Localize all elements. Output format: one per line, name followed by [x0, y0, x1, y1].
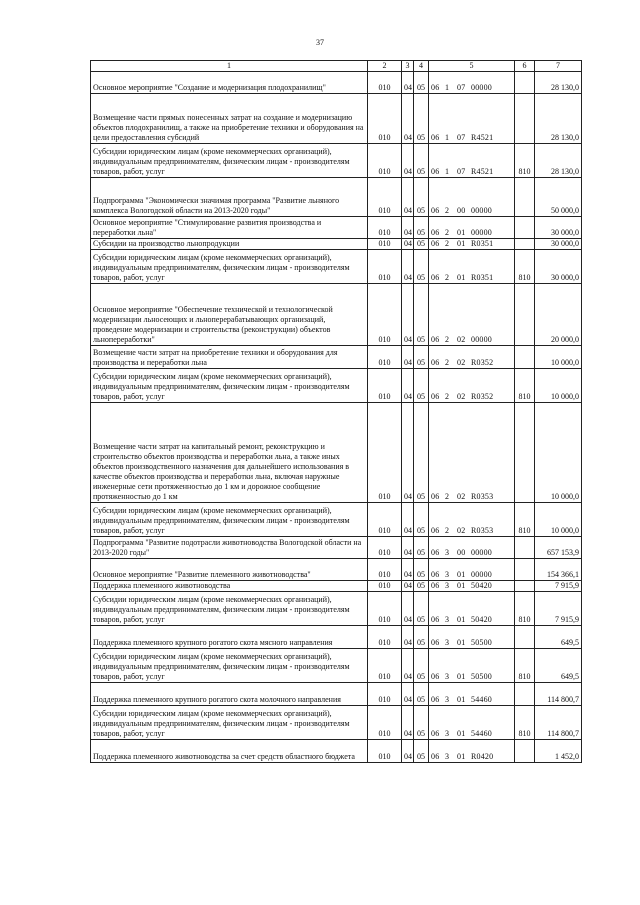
row-name: Поддержка племенного животноводства — [91, 581, 368, 592]
row-ministry-code: 010 — [368, 72, 402, 94]
target-article-part: 2 — [445, 492, 450, 501]
row-expense-type — [515, 72, 535, 94]
row-name: Возмещение части прямых понесенных затрат на создание и модернизацию объектов плодохранилищ, а также на приобретение техники и оборудования на цели предоставления субсидий — [91, 94, 368, 144]
row-expense-type: 810 — [515, 250, 535, 284]
target-article-part: 3 — [445, 672, 450, 681]
target-article-part: 01 — [457, 239, 466, 248]
target-article-part: 2 — [445, 228, 450, 237]
row-subsection-code: 05 — [414, 72, 429, 94]
row-section-code: 04 — [402, 144, 414, 178]
row-ministry-code: 010 — [368, 740, 402, 763]
target-article-part: R0352 — [471, 358, 494, 367]
target-article-part: 01 — [457, 273, 466, 282]
row-subsection-code: 05 — [414, 144, 429, 178]
row-expense-type: 810 — [515, 706, 535, 740]
row-amount: 7 915,9 — [535, 592, 582, 626]
row-amount: 20 000,0 — [535, 284, 582, 346]
table-row — [91, 706, 582, 740]
target-article-part: 01 — [457, 695, 466, 704]
row-expense-type: 810 — [515, 503, 535, 537]
row-ministry-code: 010 — [368, 706, 402, 740]
page-number: 37 — [316, 38, 324, 47]
target-article-part: 06 — [431, 672, 440, 681]
target-article-part: 06 — [431, 526, 440, 535]
target-article-part: 54460 — [471, 695, 492, 704]
row-target-article — [429, 369, 515, 403]
target-article-part: R0351 — [471, 273, 494, 282]
row-expense-type — [515, 284, 535, 346]
row-amount: 154 366,1 — [535, 559, 582, 581]
target-article-part: 06 — [431, 228, 440, 237]
target-article-part: 00 — [457, 548, 466, 557]
row-amount: 657 153,9 — [535, 537, 582, 559]
row-amount: 30 000,0 — [535, 239, 582, 250]
row-name: Основное мероприятие "Создание и модернизация плодохранилищ" — [91, 72, 368, 94]
target-article-part: 01 — [457, 672, 466, 681]
row-section-code: 04 — [402, 239, 414, 250]
table-row — [91, 626, 582, 649]
row-name: Подпрограмма "Экономически значимая программа "Развитие льняного комплекса Вологодской области на 2013-2020 годы" — [91, 178, 368, 217]
row-target-article — [429, 592, 515, 626]
target-article-part: 50500 — [471, 672, 492, 681]
row-section-code: 04 — [402, 581, 414, 592]
row-expense-type — [515, 537, 535, 559]
row-ministry-code: 010 — [368, 592, 402, 626]
row-amount: 10 000,0 — [535, 503, 582, 537]
row-expense-type: 810 — [515, 369, 535, 403]
row-section-code: 04 — [402, 346, 414, 369]
target-article-part: 06 — [431, 615, 440, 624]
target-article-part: 06 — [431, 83, 440, 92]
row-name: Субсидии юридическим лицам (кроме некоммерческих организаций), индивидуальным предпринимателям, физическим лицам - производителям товаров, работ, услуг — [91, 503, 368, 537]
row-name: Возмещение части затрат на капитальный ремонт, реконструкцию и строительство объектов производства и переработки льна, а также иных объектов производственного назначения для дальнейшего использования в качестве объектов производства и переработки льна, включая наружные инженерные сети протяженностью до 1 км и дорожное сообщение протяженностью до 1 км — [91, 403, 368, 503]
row-amount: 10 000,0 — [535, 403, 582, 503]
target-article-part: 2 — [445, 206, 450, 215]
row-section-code: 04 — [402, 369, 414, 403]
row-expense-type: 810 — [515, 144, 535, 178]
row-section-code: 04 — [402, 403, 414, 503]
target-article-part: 01 — [457, 729, 466, 738]
target-article-part: 3 — [445, 570, 450, 579]
row-ministry-code: 010 — [368, 144, 402, 178]
row-section-code: 04 — [402, 706, 414, 740]
target-article-part: 06 — [431, 335, 440, 344]
row-ministry-code: 010 — [368, 683, 402, 706]
column-header: 3 — [402, 61, 414, 72]
column-header: 2 — [368, 61, 402, 72]
target-article-part: 02 — [457, 335, 466, 344]
target-article-part: 06 — [431, 752, 440, 761]
row-name: Поддержка племенного крупного рогатого скота мясного направления — [91, 626, 368, 649]
target-article-part: R0420 — [471, 752, 494, 761]
row-expense-type — [515, 581, 535, 592]
row-subsection-code: 05 — [414, 592, 429, 626]
table-row — [91, 250, 582, 284]
row-amount: 10 000,0 — [535, 369, 582, 403]
row-target-article — [429, 649, 515, 683]
row-target-article — [429, 740, 515, 763]
target-article-part: 2 — [445, 239, 450, 248]
row-target-article — [429, 346, 515, 369]
target-article-part: 02 — [457, 358, 466, 367]
target-article-part: 02 — [457, 492, 466, 501]
target-article-part: 07 — [457, 83, 466, 92]
row-section-code: 04 — [402, 250, 414, 284]
row-target-article — [429, 94, 515, 144]
row-amount: 649,5 — [535, 626, 582, 649]
target-article-part: 2 — [445, 358, 450, 367]
row-expense-type — [515, 217, 535, 239]
row-name: Субсидии на производство льнопродукции — [91, 239, 368, 250]
row-target-article — [429, 706, 515, 740]
row-subsection-code: 05 — [414, 706, 429, 740]
target-article-part: 06 — [431, 638, 440, 647]
row-amount: 28 130,0 — [535, 94, 582, 144]
target-article-part: R0351 — [471, 239, 494, 248]
table-row — [91, 683, 582, 706]
row-subsection-code: 05 — [414, 94, 429, 144]
target-article-part: R0353 — [471, 526, 494, 535]
row-expense-type — [515, 403, 535, 503]
target-article-part: 54460 — [471, 729, 492, 738]
row-subsection-code: 05 — [414, 239, 429, 250]
row-name: Основное мероприятие "Развитие племенного животноводства" — [91, 559, 368, 581]
row-target-article — [429, 250, 515, 284]
row-subsection-code: 05 — [414, 626, 429, 649]
row-target-article — [429, 144, 515, 178]
row-subsection-code: 05 — [414, 683, 429, 706]
target-article-part: 06 — [431, 695, 440, 704]
row-ministry-code: 010 — [368, 239, 402, 250]
table-row — [91, 346, 582, 369]
target-article-part: 00000 — [471, 570, 492, 579]
table-row — [91, 592, 582, 626]
row-amount: 28 130,0 — [535, 144, 582, 178]
row-section-code: 04 — [402, 649, 414, 683]
target-article-part: 1 — [445, 83, 450, 92]
target-article-part: 06 — [431, 392, 440, 401]
row-subsection-code: 05 — [414, 649, 429, 683]
row-amount: 50 000,0 — [535, 178, 582, 217]
row-name: Подпрограмма "Развитие подотрасли животноводства Вологодской области на 2013-2020 годы" — [91, 537, 368, 559]
row-ministry-code: 010 — [368, 178, 402, 217]
row-target-article — [429, 217, 515, 239]
row-expense-type — [515, 626, 535, 649]
row-ministry-code: 010 — [368, 369, 402, 403]
row-target-article — [429, 559, 515, 581]
row-subsection-code: 05 — [414, 559, 429, 581]
target-article-part: 06 — [431, 581, 440, 590]
row-ministry-code: 010 — [368, 537, 402, 559]
target-article-part: 01 — [457, 581, 466, 590]
target-article-part: 2 — [445, 392, 450, 401]
target-article-part: R4521 — [471, 167, 494, 176]
target-article-part: 02 — [457, 526, 466, 535]
target-article-part: 3 — [445, 638, 450, 647]
row-amount: 30 000,0 — [535, 217, 582, 239]
target-article-part: 00000 — [471, 548, 492, 557]
row-section-code: 04 — [402, 537, 414, 559]
target-article-part: 06 — [431, 358, 440, 367]
target-article-part: 06 — [431, 729, 440, 738]
table-row — [91, 369, 582, 403]
row-ministry-code: 010 — [368, 346, 402, 369]
target-article-part: 01 — [457, 570, 466, 579]
row-section-code: 04 — [402, 217, 414, 239]
table-row — [91, 284, 582, 346]
table-row — [91, 649, 582, 683]
row-name: Возмещение части затрат на приобретение техники и оборудования для производства и переработки льна — [91, 346, 368, 369]
row-amount: 30 000,0 — [535, 250, 582, 284]
target-article-part: R0353 — [471, 492, 494, 501]
table-row — [91, 403, 582, 503]
row-target-article — [429, 683, 515, 706]
row-subsection-code: 05 — [414, 284, 429, 346]
row-section-code: 04 — [402, 683, 414, 706]
target-article-part: 01 — [457, 752, 466, 761]
target-article-part: 06 — [431, 548, 440, 557]
row-section-code: 04 — [402, 72, 414, 94]
row-target-article — [429, 403, 515, 503]
table-row — [91, 559, 582, 581]
target-article-part: 2 — [445, 335, 450, 344]
target-article-part: R4521 — [471, 133, 494, 142]
target-article-part: R0352 — [471, 392, 494, 401]
row-amount: 7 915,9 — [535, 581, 582, 592]
row-expense-type: 810 — [515, 649, 535, 683]
row-subsection-code: 05 — [414, 581, 429, 592]
row-ministry-code: 010 — [368, 581, 402, 592]
row-amount: 114 800,7 — [535, 706, 582, 740]
row-section-code: 04 — [402, 284, 414, 346]
row-target-article — [429, 537, 515, 559]
row-name: Основное мероприятие "Стимулирование развития производства и переработки льна" — [91, 217, 368, 239]
table-row — [91, 740, 582, 763]
budget-table — [90, 60, 582, 763]
row-ministry-code: 010 — [368, 250, 402, 284]
row-name: Поддержка племенного животноводства за счет средств областного бюджета — [91, 740, 368, 763]
row-target-article — [429, 626, 515, 649]
row-section-code: 04 — [402, 94, 414, 144]
table-row — [91, 239, 582, 250]
row-subsection-code: 05 — [414, 740, 429, 763]
row-name: Основное мероприятие "Обеспечение технической и технологической модернизации льносеющих и льноперерабатывающих организаций, проведение модернизации и строительства (реконструкции) объектов льнопереработки" — [91, 284, 368, 346]
target-article-part: 2 — [445, 526, 450, 535]
target-article-part: 50420 — [471, 615, 492, 624]
row-target-article — [429, 284, 515, 346]
row-ministry-code: 010 — [368, 284, 402, 346]
row-name: Субсидии юридическим лицам (кроме некоммерческих организаций), индивидуальным предпринимателям, физическим лицам - производителям товаров, работ, услуг — [91, 369, 368, 403]
target-article-part: 06 — [431, 133, 440, 142]
target-article-part: 3 — [445, 581, 450, 590]
row-subsection-code: 05 — [414, 369, 429, 403]
target-article-part: 3 — [445, 752, 450, 761]
row-subsection-code: 05 — [414, 503, 429, 537]
row-ministry-code: 010 — [368, 403, 402, 503]
target-article-part: 3 — [445, 729, 450, 738]
row-target-article — [429, 503, 515, 537]
row-subsection-code: 05 — [414, 250, 429, 284]
target-article-part: 3 — [445, 695, 450, 704]
row-expense-type — [515, 559, 535, 581]
row-name: Субсидии юридическим лицам (кроме некоммерческих организаций), индивидуальным предпринимателям, физическим лицам - производителям товаров, работ, услуг — [91, 592, 368, 626]
row-amount: 28 130,0 — [535, 72, 582, 94]
target-article-part: 06 — [431, 167, 440, 176]
target-article-part: 06 — [431, 239, 440, 248]
row-target-article — [429, 72, 515, 94]
column-number-row — [91, 61, 582, 72]
column-header: 7 — [535, 61, 582, 72]
row-name: Поддержка племенного крупного рогатого скота молочного направления — [91, 683, 368, 706]
table-row — [91, 94, 582, 144]
target-article-part: 00 — [457, 206, 466, 215]
row-expense-type — [515, 239, 535, 250]
column-header: 4 — [414, 61, 429, 72]
row-amount: 10 000,0 — [535, 346, 582, 369]
target-article-part: 07 — [457, 167, 466, 176]
row-section-code: 04 — [402, 592, 414, 626]
column-header: 1 — [91, 61, 368, 72]
row-section-code: 04 — [402, 178, 414, 217]
row-name: Субсидии юридическим лицам (кроме некоммерческих организаций), индивидуальным предпринимателям, физическим лицам - производителям товаров, работ, услуг — [91, 649, 368, 683]
row-section-code: 04 — [402, 626, 414, 649]
table-row — [91, 581, 582, 592]
target-article-part: 00000 — [471, 228, 492, 237]
row-subsection-code: 05 — [414, 537, 429, 559]
target-article-part: 1 — [445, 133, 450, 142]
row-expense-type — [515, 178, 535, 217]
row-ministry-code: 010 — [368, 94, 402, 144]
target-article-part: 02 — [457, 392, 466, 401]
table-row — [91, 178, 582, 217]
target-article-part: 3 — [445, 548, 450, 557]
row-expense-type — [515, 683, 535, 706]
target-article-part: 01 — [457, 228, 466, 237]
row-name: Субсидии юридическим лицам (кроме некоммерческих организаций), индивидуальным предпринимателям, физическим лицам - производителям товаров, работ, услуг — [91, 144, 368, 178]
table-row — [91, 503, 582, 537]
row-subsection-code: 05 — [414, 346, 429, 369]
target-article-part: 00000 — [471, 206, 492, 215]
row-target-article — [429, 239, 515, 250]
row-expense-type — [515, 740, 535, 763]
target-article-part: 2 — [445, 273, 450, 282]
row-expense-type — [515, 94, 535, 144]
row-subsection-code: 05 — [414, 217, 429, 239]
target-article-part: 00000 — [471, 83, 492, 92]
row-name: Субсидии юридическим лицам (кроме некоммерческих организаций), индивидуальным предпринимателям, физическим лицам - производителям товаров, работ, услуг — [91, 250, 368, 284]
row-section-code: 04 — [402, 559, 414, 581]
target-article-part: 1 — [445, 167, 450, 176]
target-article-part: 01 — [457, 615, 466, 624]
row-name: Субсидии юридическим лицам (кроме некоммерческих организаций), индивидуальным предпринимателям, физическим лицам - производителям товаров, работ, услуг — [91, 706, 368, 740]
table-row — [91, 537, 582, 559]
row-subsection-code: 05 — [414, 403, 429, 503]
target-article-part: 06 — [431, 570, 440, 579]
row-target-article — [429, 581, 515, 592]
target-article-part: 50420 — [471, 581, 492, 590]
row-expense-type: 810 — [515, 592, 535, 626]
row-section-code: 04 — [402, 740, 414, 763]
target-article-part: 00000 — [471, 335, 492, 344]
target-article-part: 06 — [431, 273, 440, 282]
row-ministry-code: 010 — [368, 217, 402, 239]
target-article-part: 07 — [457, 133, 466, 142]
row-amount: 1 452,0 — [535, 740, 582, 763]
target-article-part: 01 — [457, 638, 466, 647]
row-target-article — [429, 178, 515, 217]
target-article-part: 3 — [445, 615, 450, 624]
target-article-part: 06 — [431, 206, 440, 215]
table-row — [91, 144, 582, 178]
row-amount: 114 800,7 — [535, 683, 582, 706]
row-ministry-code: 010 — [368, 503, 402, 537]
table-row — [91, 72, 582, 94]
row-section-code: 04 — [402, 503, 414, 537]
row-amount: 649,5 — [535, 649, 582, 683]
row-ministry-code: 010 — [368, 649, 402, 683]
row-subsection-code: 05 — [414, 178, 429, 217]
target-article-part: 06 — [431, 492, 440, 501]
column-header: 5 — [429, 61, 515, 72]
row-expense-type — [515, 346, 535, 369]
table-row — [91, 217, 582, 239]
column-header: 6 — [515, 61, 535, 72]
row-ministry-code: 010 — [368, 626, 402, 649]
target-article-part: 50500 — [471, 638, 492, 647]
row-ministry-code: 010 — [368, 559, 402, 581]
